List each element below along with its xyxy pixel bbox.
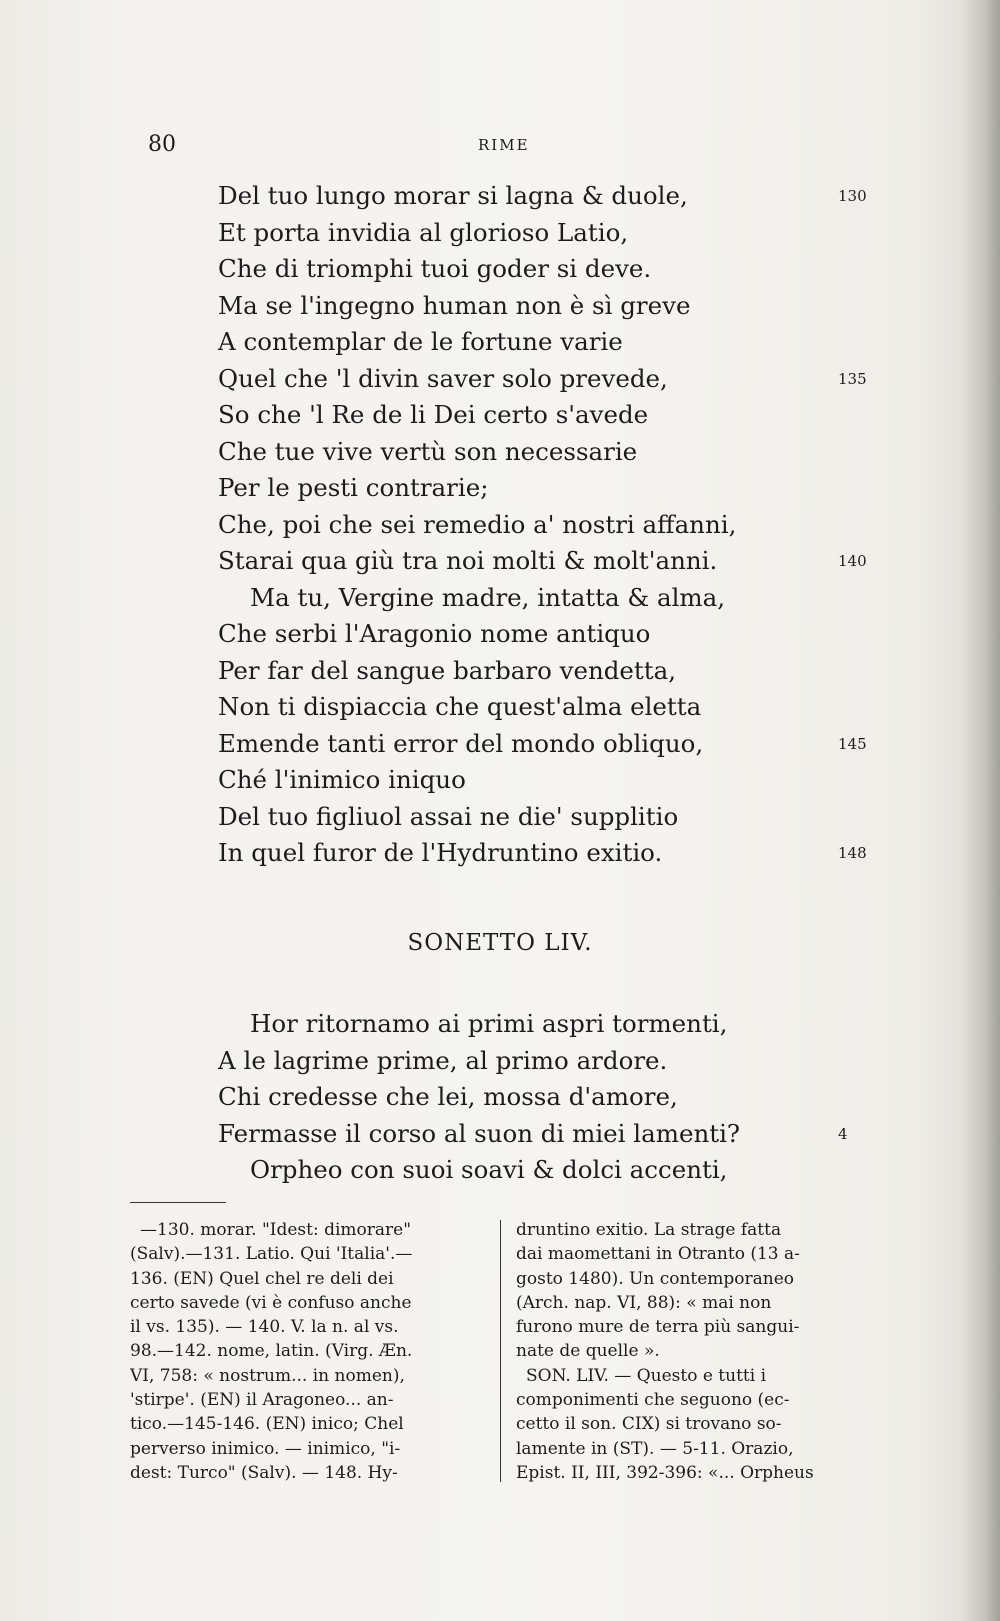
footnote-line: —130. morar. "Idest: dimorare" — [140, 1220, 412, 1240]
footnote-line: cetto il son. CIX) si trovano so- — [516, 1414, 782, 1435]
line-number: 140 — [838, 552, 867, 570]
footnotes-left-column — [130, 1218, 488, 1485]
line-number: 4 — [838, 1124, 848, 1143]
footnote-line: 136. (EN) Quel chel re deli dei — [130, 1268, 394, 1289]
line-number: 135 — [838, 369, 867, 388]
footnote-line: (Arch. nap. VI, 88): « mai non — [516, 1292, 772, 1313]
footnote-line: il vs. 135). — 140. V. la n. al vs. — [130, 1317, 399, 1338]
sonnet-title: SONETTO LIV. — [407, 930, 593, 956]
footnote-line: dest: Turco" (Salv). — 148. Hy- — [130, 1462, 398, 1483]
footnote-line: tico.—145-146. (EN) inico; Chel — [130, 1414, 404, 1435]
verse-line: Fermasse il corso al suon di miei lamenti? — [218, 1118, 741, 1148]
footnote-line: druntino exitio. La strage fatta — [516, 1220, 782, 1240]
verse-line: Del tuo figliuol assai ne die' supplitio — [218, 801, 679, 831]
footnote-line: VI, 758: « nostrum... in nomen), — [130, 1365, 405, 1386]
verse-line: Ma se l'ingegno human non è sì greve — [218, 290, 691, 320]
footnote-line: SON. LIV. — Questo e tutti i — [526, 1365, 767, 1386]
sonnet-liv-verses — [218, 1006, 848, 1189]
running-title: RIME — [478, 136, 530, 154]
footnote-line: dai maomettani in Otranto (13 a- — [516, 1244, 800, 1265]
footnote-rule — [130, 1202, 226, 1203]
footnote-line: 'stirpe'. (EN) il Aragoneo... an- — [130, 1390, 394, 1411]
footnote-line: (Salv).—131. Latio. Qui 'Italia'.— — [130, 1244, 413, 1265]
footnotes-right-column — [516, 1218, 874, 1485]
verse-line: Che serbi l'Aragonio nome antiquo — [218, 619, 651, 648]
footnote-line: furono mure de terra più sangui- — [516, 1317, 800, 1338]
verse-line: Che tue vive vertù son necessarie — [218, 436, 638, 466]
footnote-column-divider — [500, 1220, 501, 1482]
poem-stanza-end — [218, 178, 867, 872]
line-number: 130 — [838, 187, 867, 205]
footnote-line: certo savede (vi è confuso anche — [130, 1292, 412, 1313]
line-number: 148 — [838, 844, 867, 862]
footnote-line: gosto 1480). Un contemporaneo — [516, 1268, 795, 1289]
verse-line: Per le pesti contrarie; — [218, 473, 489, 502]
footnote-line: 98.—142. nome, latin. (Virg. Æn. — [130, 1341, 413, 1362]
verse-line: Hor ritornamo ai primi aspri tormenti, — [250, 1009, 728, 1038]
verse-line: Ché l'inimico iniquo — [218, 765, 466, 794]
verse-line: Et porta invidia al glorioso Latio, — [218, 217, 629, 247]
verse-line: In quel furor de l'Hydruntino exitio. — [218, 838, 663, 867]
verse-line: Orpheo con suoi soavi & dolci accenti, — [250, 1155, 728, 1184]
footnote-line: perverso inimico. — inimico, "i- — [130, 1438, 401, 1459]
verse-line: So che 'l Re de li Dei certo s'avede — [218, 400, 649, 429]
verse-line: Emende tanti error del mondo obliquo, — [218, 728, 704, 758]
page-number: 80 — [148, 132, 176, 157]
line-number: 145 — [838, 734, 867, 753]
verse-line: Starai qua giù tra noi molti & molt'anni. — [218, 546, 718, 575]
verse-line: Chi credesse che lei, mossa d'amore, — [218, 1082, 678, 1111]
footnote-line: nate de quelle ». — [516, 1341, 660, 1362]
verse-line: A contemplar de le fortune varie — [218, 327, 623, 356]
verse-line: Per far del sangue barbaro vendetta, — [218, 655, 676, 685]
footnotes — [130, 1218, 878, 1488]
footnote-line: Epist. II, III, 392-396: «... Orpheus — [516, 1462, 814, 1483]
footnote-line: componimenti che seguono (ec- — [516, 1390, 790, 1411]
verse-line: Del tuo lungo morar si lagna & duole, — [218, 181, 688, 210]
footnote-line: lamente in (ST). — 5-11. Orazio, — [516, 1438, 794, 1459]
verse-line: Che, poi che sei remedio a' nostri affanni, — [218, 509, 737, 539]
page-gutter-shadow — [960, 0, 1000, 1621]
page-header — [148, 132, 878, 164]
verse-line: Che di triomphi tuoi goder si deve. — [218, 254, 652, 283]
verse-line: A le lagrime prime, al primo ardore. — [218, 1045, 668, 1075]
verse-line: Ma tu, Vergine madre, intatta & alma, — [250, 582, 726, 612]
verse-line: Non ti dispiaccia che quest'alma eletta — [218, 692, 702, 721]
verse-line: Quel che 'l divin saver solo prevede, — [218, 363, 668, 393]
